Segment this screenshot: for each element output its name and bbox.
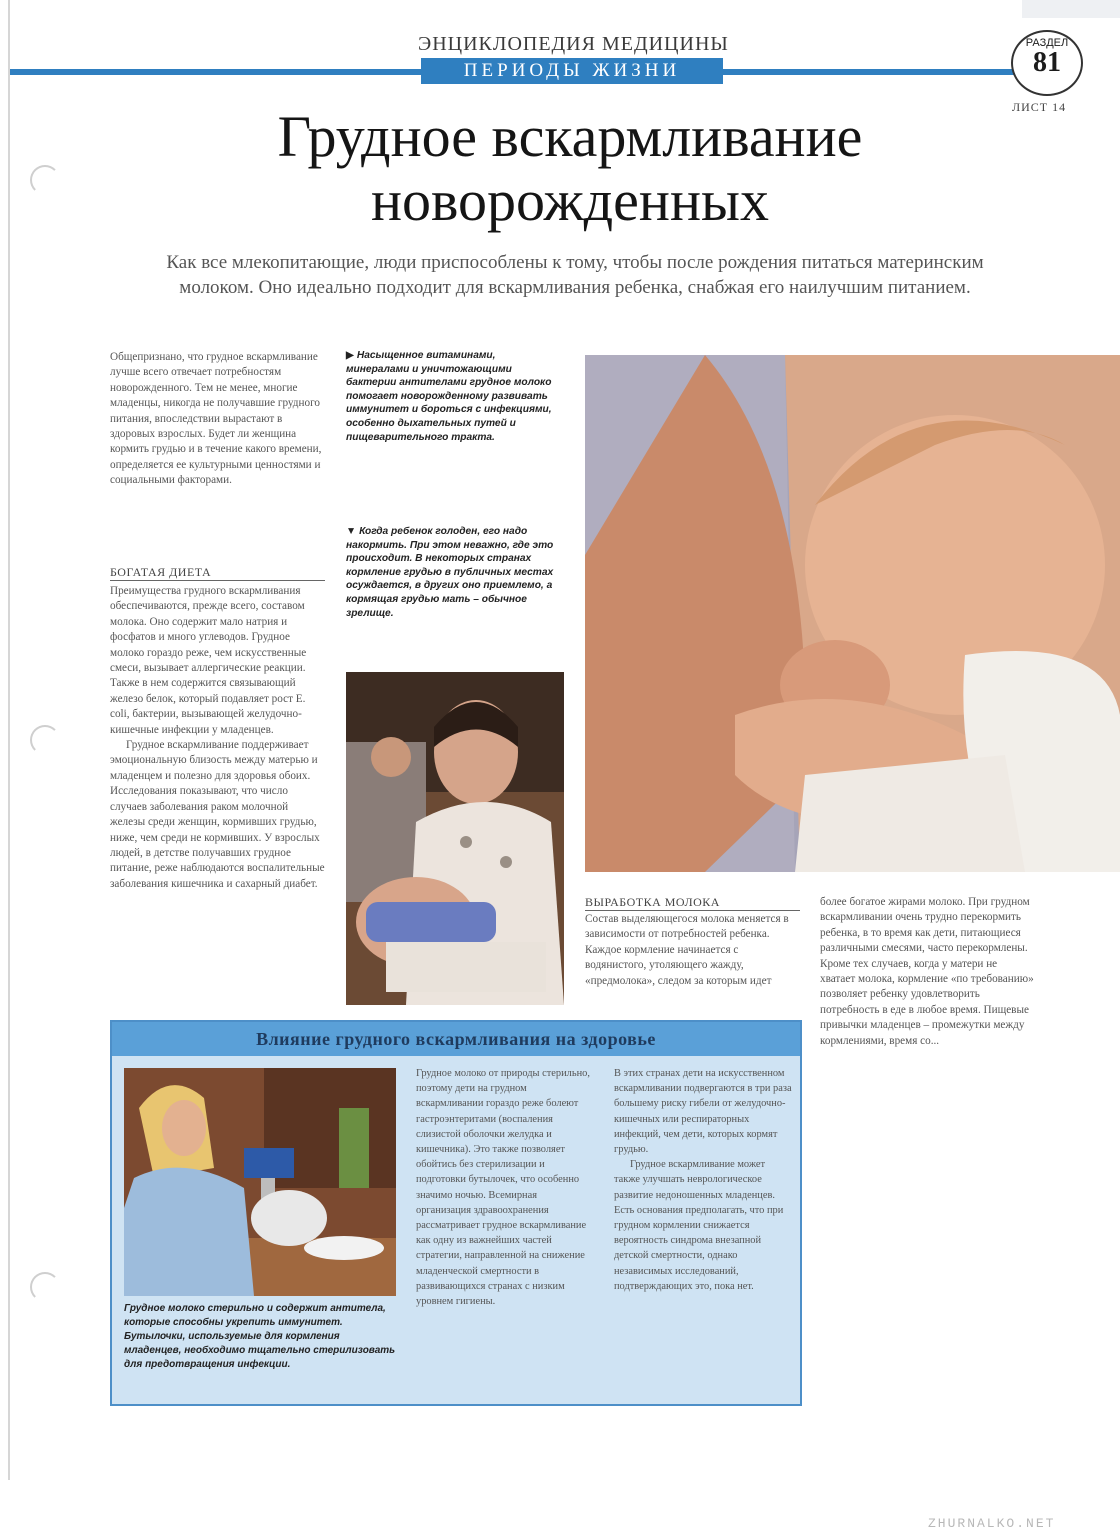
binder-hole [30,165,60,195]
arrow-down-icon: ▼ [346,526,357,537]
binder-hole [30,725,60,755]
rich-diet-p2: Грудное вскармливание поддерживает эмоциональную близость между матерью и младенцем и полезно для здоровья обоих. Исследования показывают, что число случаев заболевания раком молочной железы среди женщин, кормивших грудью, ниже, чем среди не кормивших. У взрослых людей, в детстве получавших грудное питание, реже наблюдаются воспалительные заболевания кишечника и сахарный диабет. [110,739,325,890]
sheet-number: ЛИСТ 14 [1012,100,1067,114]
binder-hole [30,1272,60,1302]
photo-mother-feeding [346,672,564,1005]
caption-nutrition [346,349,561,444]
health-col-a-text: Грудное молоко от природы стерильно, поэтому дети на грудном вскармливании гораздо реже болеют гастроэнтеритами (воспаления слизистой оболочки желудка и кишечника). Это также позволяет обойтись без стерилизации и подготовки бутылочек, что особенно значимо ночью. Всемирная организация здравоохранения рассматривает грудное вскармливание как одну из важнейших частей стратегии, направленной на снижение младенческой смертности в развивающихся странах с низким уровнем гигиены. [416,1068,590,1308]
photo-breastfeeding [585,355,1120,872]
arrow-right-icon: ▶ [346,350,354,361]
milk-production-body [585,912,800,989]
health-box-col-b [614,1066,792,1294]
caption-nutrition-text: Насыщенное витаминами, минералами и уничтожающими бактерии антителами грудное молоко помогает новорожденному развивать иммунитет и бороться с инфекциями, особенно дыхательных путей и пищеварительного тракта. [346,350,552,443]
watermark: ZHURNALKO.NET [928,1516,1056,1531]
badge-number: 81 [1033,47,1061,78]
title-line-2: новорожденных [371,168,769,233]
health-box-title: Влияние грудного вскармливания на здоровье [112,1022,800,1056]
health-col-b-text2: Грудное вскармливание может также улучшать неврологическое развитие недоношенных младенцев. Есть основания предполагать, что при грудном кормлении снижается вероятность синдрома внезапной детской смертности, однако независимых исследований, подтверждающих это, пока нет. [614,1159,784,1292]
caption-public-feeding [346,525,561,620]
feeding-demand-body [820,895,1035,1117]
scan-corner [1022,0,1120,18]
encyclopedia-title: ЭНЦИКЛОПЕДИЯ МЕДИЦИНЫ [418,33,729,55]
health-sidebar-box [110,1020,802,1406]
photo-sterilizing-bottles [124,1068,396,1296]
page-title [100,105,1040,233]
milk-production-text: Состав выделяющегося молока меняется в зависимости от потребностей ребенка. Каждое кормление начинается с водянистого, утоляющего жажду, «предмолока», следом за которым идет [585,913,789,987]
subhead-milk-production: ВЫРАБОТКА МОЛОКА [585,895,800,911]
health-box-col-a [416,1066,594,1309]
lead-paragraph: Как все млекопитающие, люди приспособлены к тому, чтобы после рождения питаться материнским молоком. Оно идеально подходит для вскармливания ребенка, снабжая его наилучшим питанием. [166,252,984,298]
badge-label: РАЗДЕЛ [1025,37,1069,49]
rich-diet-body [110,584,325,892]
caption-public-feeding-text: Когда ребенок голоден, его надо накормить. При этом неважно, где это происходит. В некоторых странах кормление грудью в публичных местах осуждается, в других оно приемлемо, а кормящая грудью мать – обычное зрелище. [346,526,554,619]
title-line-1: Грудное вскармливание [277,104,863,169]
rich-diet-p1: Преимущества грудного вскармливания обеспечиваются, прежде всего, составом молока. Оно содержит мало натрия и фосфатов и много углеводов. Грудное молоко гораздо реже, чем искусственные смеси, вызывает аллергические реакции. Также в нем содержится связывающий железо белок, который подавляет рост E. coli, бактерии, вызывающей желудочно-кишечные инфекции у младенцев. [110,585,307,736]
health-col-b-text1: В этих странах дети на искусственном вскармливании подвергаются в три раза большему риску гибели от желудочно-кишечных или респираторных инфекций, чем дети, которых кормят грудью. [614,1068,792,1156]
intro-text: Общепризнано, что грудное вскармливание лучше всего отвечает потребностям новорожденного. Тем не менее, многие младенцы, никогда не получавшие грудного питания, впоследствии вырастают в здоровых взрослых. Будет ли женщина кормить грудью и в течение какого времени, определяется ее культурными ценностями и социальными факторами. [110,351,322,487]
binder-edge [8,0,10,1480]
health-box-caption: Грудное молоко стерильно и содержит антитела, которые способны укрепить иммунитет. Бутылочки, используемые для кормления младенцев, необходимо тщательно стерилизовать для предотвращения инфекции. [124,1303,396,1370]
intro-paragraph [110,350,325,489]
feeding-demand-text: более богатое жирами молоко. При грудном вскармливании очень трудно перекормить ребенка, в то время как дети, питающиеся различными смесями, часто перекормлены. Кроме тех случаев, когда у матери не хватает молока, кормление «по требованию» позволяет ребенку удовлетворить потребность в еде в любое время. Пищевые привычки младенцев – промежутки между кормлениями, время со... [820,896,1034,1047]
section-band: ПЕРИОДЫ ЖИЗНИ [421,58,723,84]
subhead-rich-diet: БОГАТАЯ ДИЕТА [110,565,325,581]
section-badge [1011,30,1083,96]
